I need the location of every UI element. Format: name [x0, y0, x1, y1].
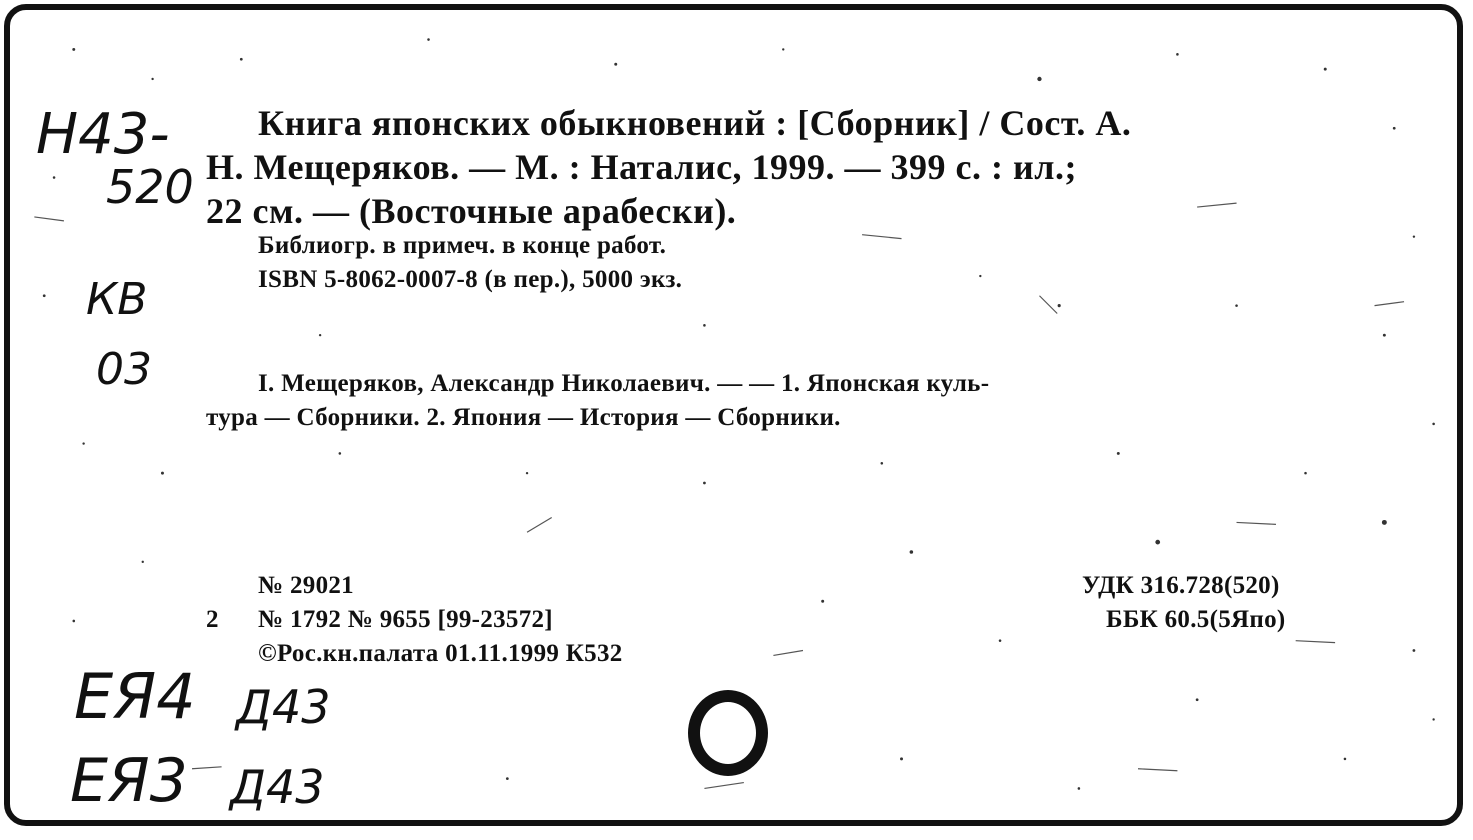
handwritten-shelf-1a: ЕЯ4 — [74, 660, 196, 733]
copies-prefix: 2 — [206, 606, 219, 633]
handwritten-shelf-2a: ЕЯ3 — [70, 746, 188, 816]
handwritten-shelf-1b: Д43 — [236, 680, 331, 734]
udk-code: УДК 316.728(520) — [1082, 572, 1280, 599]
note-isbn: ISBN 5-8062-0007-8 (в пер.), 5000 экз. — [258, 266, 683, 293]
handwritten-code-top: Н43- — [36, 102, 170, 167]
card-number: № 29021 — [258, 572, 354, 599]
bbk-code: ББК 60.5(5Япо) — [1106, 606, 1286, 633]
handwritten-shelf-2b: Д43 — [230, 760, 325, 814]
handwritten-code-mid: 520 — [106, 160, 194, 214]
subject-line-2: тура — Сборники. 2. Япония — История — Сборники. — [206, 404, 841, 431]
handwritten-mark-03: 03 — [96, 344, 152, 395]
subject-line-1: I. Мещеряков, Александр Николаевич. — — 1. Японская куль- — [258, 370, 990, 397]
book-chamber-line: ©Рос.кн.палата 01.11.1999 К532 — [258, 640, 623, 667]
punched-hole-icon — [688, 690, 768, 776]
title-line-2: Н. Мещеряков. — М. : Наталис, 1999. — 399 с. : ил.; — [206, 147, 1077, 187]
title-line-1: Книга японских обыкновений : [Сборник] / Сост. А. — [258, 103, 1132, 143]
handwritten-mark-kv: КВ — [86, 274, 148, 325]
catalog-card — [4, 4, 1463, 826]
copies-line: № 1792 № 9655 [99-23572] — [258, 606, 553, 633]
title-line-3: 22 см. — (Восточные арабески). — [206, 191, 737, 231]
note-bibliography: Библиогр. в примеч. в конце работ. — [258, 232, 667, 259]
